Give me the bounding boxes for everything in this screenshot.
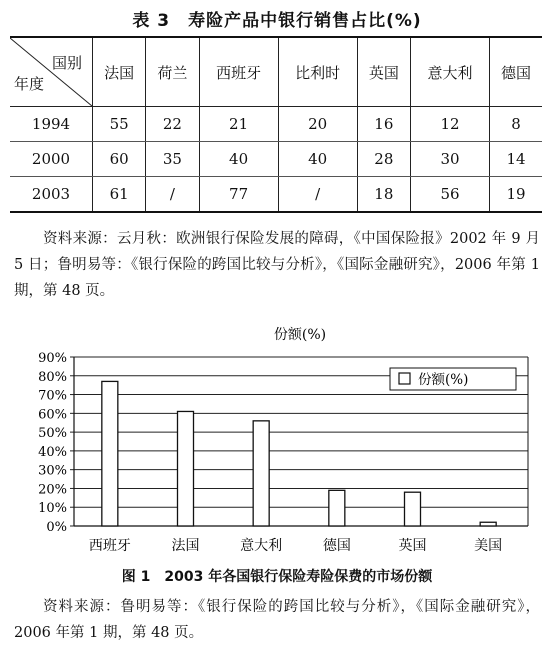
table-title: 表 3 寿险产品中银行销售占比(%) bbox=[132, 11, 422, 31]
legend-swatch bbox=[399, 373, 410, 384]
bar bbox=[480, 522, 496, 526]
table-cell: / bbox=[278, 177, 357, 213]
table-cell: 20 bbox=[278, 107, 357, 142]
x-tick-label: 英国 bbox=[398, 538, 427, 554]
data-table bbox=[10, 36, 542, 213]
bar bbox=[102, 381, 118, 526]
bar-chart bbox=[0, 320, 554, 564]
column-header: 西班牙 bbox=[199, 37, 278, 107]
table-cell: 60 bbox=[93, 142, 146, 177]
table-cell: 28 bbox=[357, 142, 410, 177]
y-tick-label: 20% bbox=[38, 482, 67, 498]
chart-title: 份额(%) bbox=[273, 327, 327, 343]
x-tick-label: 西班牙 bbox=[88, 538, 131, 554]
y-tick-label: 40% bbox=[38, 444, 67, 460]
table-row bbox=[10, 177, 542, 213]
y-tick-label: 90% bbox=[38, 351, 67, 366]
y-axis-labels bbox=[38, 351, 67, 535]
corner-label-year: 年度 bbox=[14, 75, 45, 93]
table-cell: 22 bbox=[146, 107, 199, 142]
y-tick-label: 10% bbox=[38, 501, 67, 517]
table-row bbox=[10, 107, 542, 142]
table-source-note: 资料来源：云月秋：欧洲银行保险发展的障碍，《中国保险报》2002 年 9 月 5 日；鲁明易等：《银行保险的跨国比较与分析》，《国际金融研究》，2006 年第 1 期，第 48 页。 bbox=[14, 231, 540, 299]
table-cell: 56 bbox=[410, 177, 489, 213]
y-tick-label: 80% bbox=[38, 369, 67, 385]
table-cell: 12 bbox=[410, 107, 489, 142]
x-tick-label: 法国 bbox=[171, 538, 200, 554]
figure-source-note: 资料来源：鲁明易等：《银行保险的跨国比较与分析》，《国际金融研究》，2006 年第 1 期，第 48 页。 bbox=[14, 599, 540, 641]
table-cell: 40 bbox=[199, 142, 278, 177]
table-cell: 16 bbox=[357, 107, 410, 142]
x-tick-label: 意大利 bbox=[240, 538, 283, 554]
table-cell: 19 bbox=[490, 177, 542, 213]
table-cell: 8 bbox=[490, 107, 542, 142]
chart-bars bbox=[102, 381, 496, 526]
y-tick-label: 50% bbox=[38, 426, 67, 442]
table-cell: / bbox=[146, 177, 199, 213]
table-cell: 18 bbox=[357, 177, 410, 213]
y-tick-label: 30% bbox=[38, 463, 67, 479]
table-corner-cell bbox=[10, 37, 93, 107]
table-cell: 61 bbox=[93, 177, 146, 213]
table-row bbox=[10, 142, 542, 177]
table-cell: 55 bbox=[93, 107, 146, 142]
y-tick-label: 70% bbox=[38, 388, 67, 404]
table-cell: 35 bbox=[146, 142, 199, 177]
bar bbox=[253, 421, 269, 526]
table-cell: 21 bbox=[199, 107, 278, 142]
table-cell: 14 bbox=[490, 142, 542, 177]
row-year: 1994 bbox=[10, 107, 93, 142]
x-tick-label: 美国 bbox=[474, 538, 503, 554]
bar bbox=[329, 490, 345, 526]
chart-legend bbox=[390, 368, 516, 390]
column-header: 英国 bbox=[357, 37, 410, 107]
table-cell: 30 bbox=[410, 142, 489, 177]
column-header: 比利时 bbox=[278, 37, 357, 107]
table-cell: 77 bbox=[199, 177, 278, 213]
x-tick-label: 德国 bbox=[322, 538, 351, 554]
x-axis-labels bbox=[89, 537, 502, 554]
row-year: 2000 bbox=[10, 142, 93, 177]
y-tick-label: 0% bbox=[46, 520, 67, 535]
bar bbox=[178, 411, 194, 526]
bar bbox=[405, 492, 421, 526]
y-tick-label: 60% bbox=[38, 407, 67, 423]
column-header: 德国 bbox=[490, 37, 542, 107]
legend-label: 份额(%) bbox=[418, 372, 469, 388]
figure-caption: 图 1 2003 年各国银行保险寿险保费的市场份额 bbox=[121, 569, 433, 585]
column-header: 法国 bbox=[93, 37, 146, 107]
column-header: 意大利 bbox=[410, 37, 489, 107]
table-cell: 40 bbox=[278, 142, 357, 177]
table-header-row bbox=[10, 37, 542, 107]
corner-label-country: 国别 bbox=[51, 54, 82, 72]
column-header: 荷兰 bbox=[146, 37, 199, 107]
row-year: 2003 bbox=[10, 177, 93, 213]
